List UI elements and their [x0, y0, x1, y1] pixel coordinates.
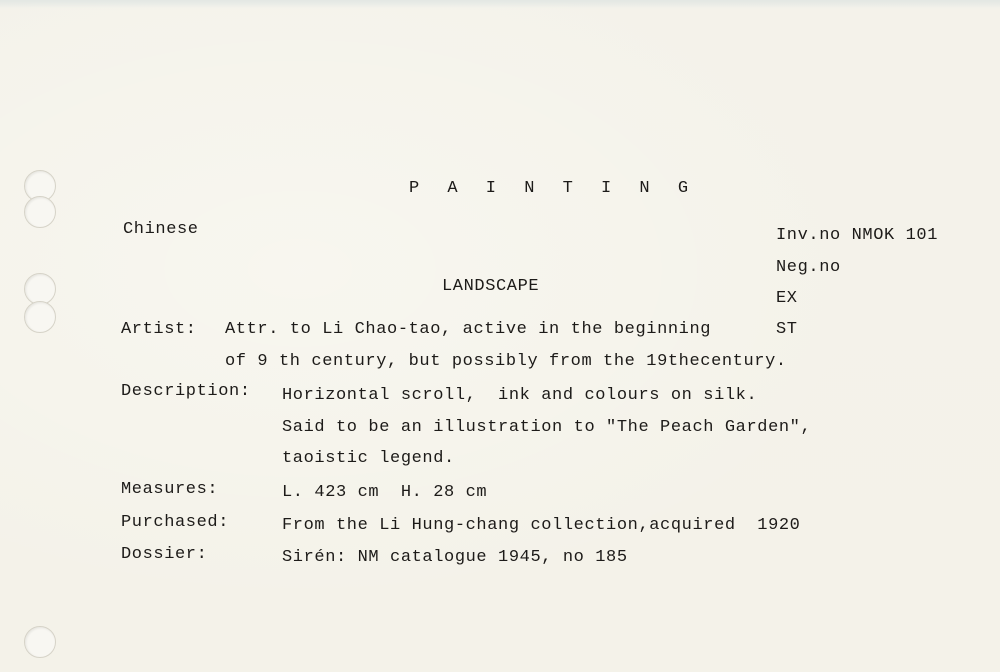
measures-value: L. 423 cm H. 28 cm — [282, 483, 488, 502]
inventory-number: Inv.no NMOK 101 — [776, 226, 939, 245]
artist-label: Artist: — [121, 320, 197, 339]
measures-label: Measures: — [121, 480, 219, 499]
subject-heading: LANDSCAPE — [442, 277, 540, 296]
ex-field: EX — [776, 289, 798, 308]
punch-hole — [24, 626, 56, 658]
punch-hole — [24, 301, 56, 333]
description-label: Description: — [121, 382, 251, 401]
origin-text: Chinese — [123, 220, 199, 239]
card-title: P A I N T I N G — [409, 179, 698, 198]
purchased-label: Purchased: — [121, 513, 230, 532]
purchased-value: From the Li Hung-chang collection,acquired 1920 — [282, 516, 801, 535]
dossier-label: Dossier: — [121, 545, 208, 564]
card-top-edge — [0, 0, 1000, 8]
artist-line-1: Attr. to Li Chao-tao, active in the beginning — [225, 320, 712, 339]
negative-number: Neg.no — [776, 258, 841, 277]
dossier-value: Sirén: NM catalogue 1945, no 185 — [282, 548, 628, 567]
description-line-1: Horizontal scroll, ink and colours on silk. — [282, 386, 758, 405]
st-field: ST — [776, 320, 798, 339]
punch-hole — [24, 196, 56, 228]
artist-line-2: of 9 th century, but possibly from the 19thecentury. — [225, 352, 787, 371]
description-line-3: taoistic legend. — [282, 449, 455, 468]
description-line-2: Said to be an illustration to "The Peach Garden", — [282, 418, 812, 437]
